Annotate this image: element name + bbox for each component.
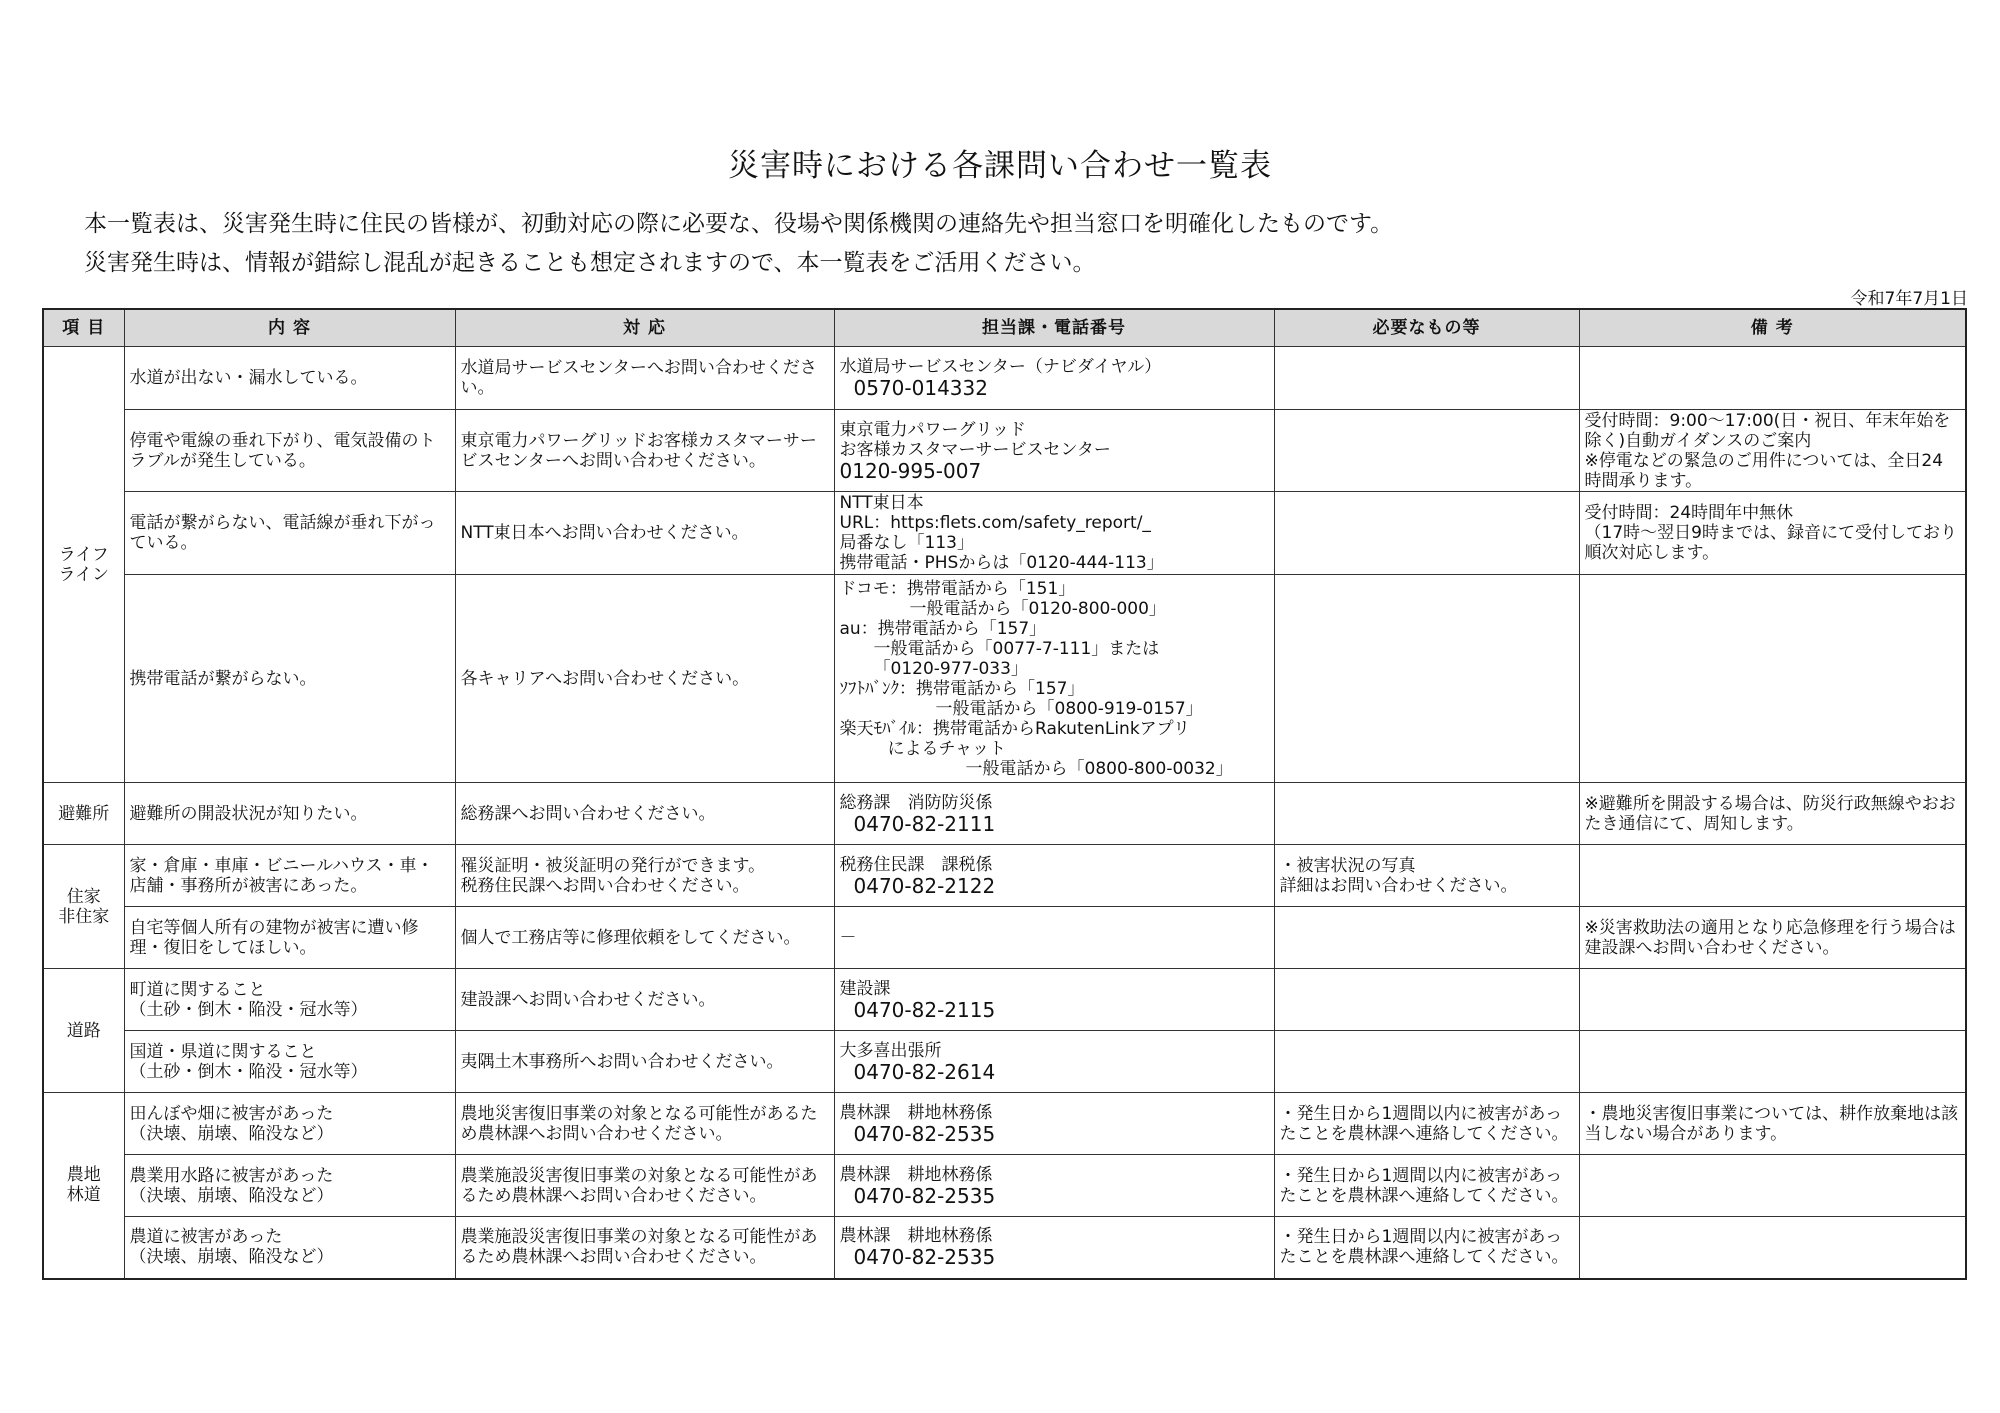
- category-lifeline: ライフ ライン: [43, 347, 124, 783]
- contact-url: URL：https:flets.com/safety_report/_: [839, 513, 1151, 533]
- row-response: 水道局サービスセンターへお問い合わせください。: [455, 347, 834, 410]
- row-notes: [1579, 1217, 1966, 1279]
- category-shelter: 避難所: [43, 783, 124, 845]
- contact-phone: 0470-82-2122: [853, 873, 996, 898]
- row-notes: ・農地災害復旧事業については、耕作放棄地は該当しない場合があります。: [1579, 1093, 1966, 1155]
- carrier-line: ドコモ：携帯電話から「151」: [839, 578, 1076, 599]
- row-needs: [1274, 907, 1579, 969]
- row-contact: [834, 1155, 1274, 1217]
- contact-phone: 0470-82-2535: [853, 1245, 996, 1270]
- row-content: 携帯電話が繋がらない。: [124, 575, 455, 783]
- contact-phone: 0470-82-2614: [853, 1059, 996, 1084]
- table-row: [43, 1093, 1966, 1155]
- table-row: [43, 783, 1966, 845]
- row-contact: [834, 845, 1274, 907]
- row-needs: [1274, 410, 1579, 492]
- row-notes: [1579, 969, 1966, 1031]
- row-contact: [834, 1093, 1274, 1155]
- row-content: 国道・県道に関すること （土砂・倒木・陥没・冠水等）: [124, 1031, 455, 1093]
- contact-phone: 0470-82-2115: [853, 997, 996, 1022]
- contact-name: 農林課 耕地林務係: [839, 1226, 993, 1247]
- contact-phone: 0570-014332: [853, 376, 988, 400]
- row-notes: [1579, 1155, 1966, 1217]
- row-needs: ・発生日から1週間以内に被害があったことを農林課へ連絡してください。: [1274, 1093, 1579, 1155]
- header-contact: 担当課・電話番号: [834, 309, 1274, 347]
- carrier-line: 一般電話から「0800-919-0157」: [935, 698, 1203, 719]
- carrier-line: 楽天ﾓﾊﾞｲﾙ：携帯電話からRakutenLinkアプリ: [839, 718, 1190, 739]
- contact-name: 税務住民課 課税係: [839, 854, 993, 875]
- table-header-row: [43, 309, 1966, 347]
- row-notes: ※避難所を開設する場合は、防災行政無線やおおたき通信にて、周知します。: [1579, 783, 1966, 845]
- row-content: 水道が出ない・漏水している。: [124, 347, 455, 410]
- row-response: 建設課へお問い合わせください。: [455, 969, 834, 1031]
- row-content: 電話が繋がらない、電話線が垂れ下がっている。: [124, 492, 455, 575]
- contact-line: 局番なし「113」: [839, 533, 974, 553]
- carrier-line: 一般電話から「0120-800-000」: [909, 598, 1166, 619]
- contact-phone: 0470-82-2535: [853, 1121, 996, 1146]
- row-response: 農業施設災害復旧事業の対象となる可能性があるため農林課へお問い合わせください。: [455, 1155, 834, 1217]
- row-content: 家・倉庫・車庫・ビニールハウス・車・店舗・事務所が被害にあった。: [124, 845, 455, 907]
- row-needs: [1274, 492, 1579, 575]
- row-contact: [834, 1217, 1274, 1279]
- contact-phone: 0470-82-2111: [853, 811, 996, 836]
- row-content: 自宅等個人所有の建物が被害に遭い修理・復旧をしてほしい。: [124, 907, 455, 969]
- intro-line-2: 災害発生時は、情報が錯綜し混乱が起きることも想定されますので、本一覧表をご活用ください。: [84, 250, 1096, 276]
- table-row: [43, 969, 1966, 1031]
- contact-name: 水道局サービスセンター（ナビダイヤル）: [839, 357, 1162, 377]
- intro-line-1: 本一覧表は、災害発生時に住民の皆様が、初動対応の際に必要な、役場や関係機関の連絡先や担当窓口を明確化したものです。: [84, 211, 1394, 237]
- row-content: 田んぼや畑に被害があった （決壊、崩壊、陥没など）: [124, 1093, 455, 1155]
- row-contact: [834, 969, 1274, 1031]
- row-needs: [1274, 969, 1579, 1031]
- row-needs: ・被害状況の写真 詳細はお問い合わせください。: [1274, 845, 1579, 907]
- row-response: 夷隅土木事務所へお問い合わせください。: [455, 1031, 834, 1093]
- row-needs: [1274, 783, 1579, 845]
- row-contact: －: [834, 907, 1274, 969]
- row-notes: [1579, 845, 1966, 907]
- row-notes: 受付時間：9:00～17:00(日・祝日、年末年始を除く)自動ガイダンスのご案内 ※停電などの緊急のご用件については、全日24時間承ります。: [1579, 410, 1966, 492]
- contact-phone: 0470-82-2535: [853, 1183, 996, 1208]
- category-road: 道路: [43, 969, 124, 1093]
- row-response: 各キャリアへお問い合わせください。: [455, 575, 834, 783]
- row-contact: [834, 347, 1274, 410]
- carrier-line: au：携帯電話から「157」: [839, 618, 1047, 639]
- contact-name: 建設課: [839, 978, 891, 999]
- contact-name: 農林課 耕地林務係: [839, 1102, 993, 1123]
- row-content: 農業用水路に被害があった （決壊、崩壊、陥没など）: [124, 1155, 455, 1217]
- carrier-line: によるチャット: [887, 738, 1006, 759]
- contact-line: NTT東日本: [839, 493, 924, 513]
- row-needs: [1274, 347, 1579, 410]
- row-response: NTT東日本へお問い合わせください。: [455, 492, 834, 575]
- carrier-line: 「0120-977-033」: [873, 658, 1028, 679]
- row-response: 総務課へお問い合わせください。: [455, 783, 834, 845]
- row-needs: [1274, 1031, 1579, 1093]
- row-notes: [1579, 575, 1966, 783]
- row-response: 農地災害復旧事業の対象となる可能性があるため農林課へお問い合わせください。: [455, 1093, 834, 1155]
- row-content: 避難所の開設状況が知りたい。: [124, 783, 455, 845]
- contact-name: 総務課 消防防災係: [839, 792, 993, 813]
- row-notes: 受付時間：24時間年中無休 （17時～翌日9時までは、録音にて受付しており順次対応します。: [1579, 492, 1966, 575]
- row-needs: ・発生日から1週間以内に被害があったことを農林課へ連絡してください。: [1274, 1217, 1579, 1279]
- header-response: 対 応: [455, 309, 834, 347]
- header-category: 項 目: [43, 309, 124, 347]
- table-row: [43, 347, 1966, 410]
- carrier-line: 一般電話から「0800-800-0032」: [965, 758, 1233, 779]
- row-notes: ※災害救助法の適用となり応急修理を行う場合は建設課へお問い合わせください。: [1579, 907, 1966, 969]
- table-row: [43, 845, 1966, 907]
- contact-table: [42, 308, 1967, 1280]
- row-response: 東京電力パワーグリッドお客様カスタマーサービスセンターへお問い合わせください。: [455, 410, 834, 492]
- table-row: [43, 907, 1966, 969]
- row-response: 個人で工務店等に修理依頼をしてください。: [455, 907, 834, 969]
- contact-name: 農林課 耕地林務係: [839, 1164, 993, 1185]
- contact-phone: 0120-995-007: [839, 458, 982, 483]
- row-needs: [1274, 575, 1579, 783]
- category-farm: 農地 林道: [43, 1093, 124, 1279]
- row-contact: [834, 410, 1274, 492]
- contact-name: 大多喜出張所: [839, 1040, 942, 1061]
- row-content: 町道に関すること （土砂・倒木・陥没・冠水等）: [124, 969, 455, 1031]
- category-house: 住家 非住家: [43, 845, 124, 969]
- row-contact: [834, 575, 1274, 783]
- contact-line: 携帯電話・PHSからは「0120-444-113」: [839, 553, 1164, 573]
- row-content: 農道に被害があった （決壊、崩壊、陥没など）: [124, 1217, 455, 1279]
- row-response: 農業施設災害復旧事業の対象となる可能性があるため農林課へお問い合わせください。: [455, 1217, 834, 1279]
- contact-name: 東京電力パワーグリッド: [839, 419, 1026, 440]
- carrier-line: 一般電話から「0077-7-111」または: [873, 638, 1160, 659]
- row-content: 停電や電線の垂れ下がり、電気設備のトラブルが発生している。: [124, 410, 455, 492]
- table-row: [43, 492, 1966, 575]
- table-row: [43, 1155, 1966, 1217]
- document-date: 令和7年7月1日: [1850, 289, 1968, 309]
- carrier-line: ｿﾌﾄﾊﾞﾝｸ：携帯電話から「157」: [839, 678, 1085, 699]
- row-contact: [834, 1031, 1274, 1093]
- row-needs: ・発生日から1週間以内に被害があったことを農林課へ連絡してください。: [1274, 1155, 1579, 1217]
- row-notes: [1579, 1031, 1966, 1093]
- row-notes: [1579, 347, 1966, 410]
- header-notes: 備 考: [1579, 309, 1966, 347]
- table-row: [43, 1217, 1966, 1279]
- header-content: 内 容: [124, 309, 455, 347]
- table-row: [43, 575, 1966, 783]
- row-contact: [834, 492, 1274, 575]
- table-row: [43, 410, 1966, 492]
- table-row: [43, 1031, 1966, 1093]
- row-contact: [834, 783, 1274, 845]
- contact-name-2: お客様カスタマーサービスセンター: [839, 439, 1111, 460]
- page-title: 災害時における各課問い合わせ一覧表: [728, 148, 1272, 184]
- row-response: 罹災証明・被災証明の発行ができます。 税務住民課へお問い合わせください。: [455, 845, 834, 907]
- header-needs: 必要なもの等: [1274, 309, 1579, 347]
